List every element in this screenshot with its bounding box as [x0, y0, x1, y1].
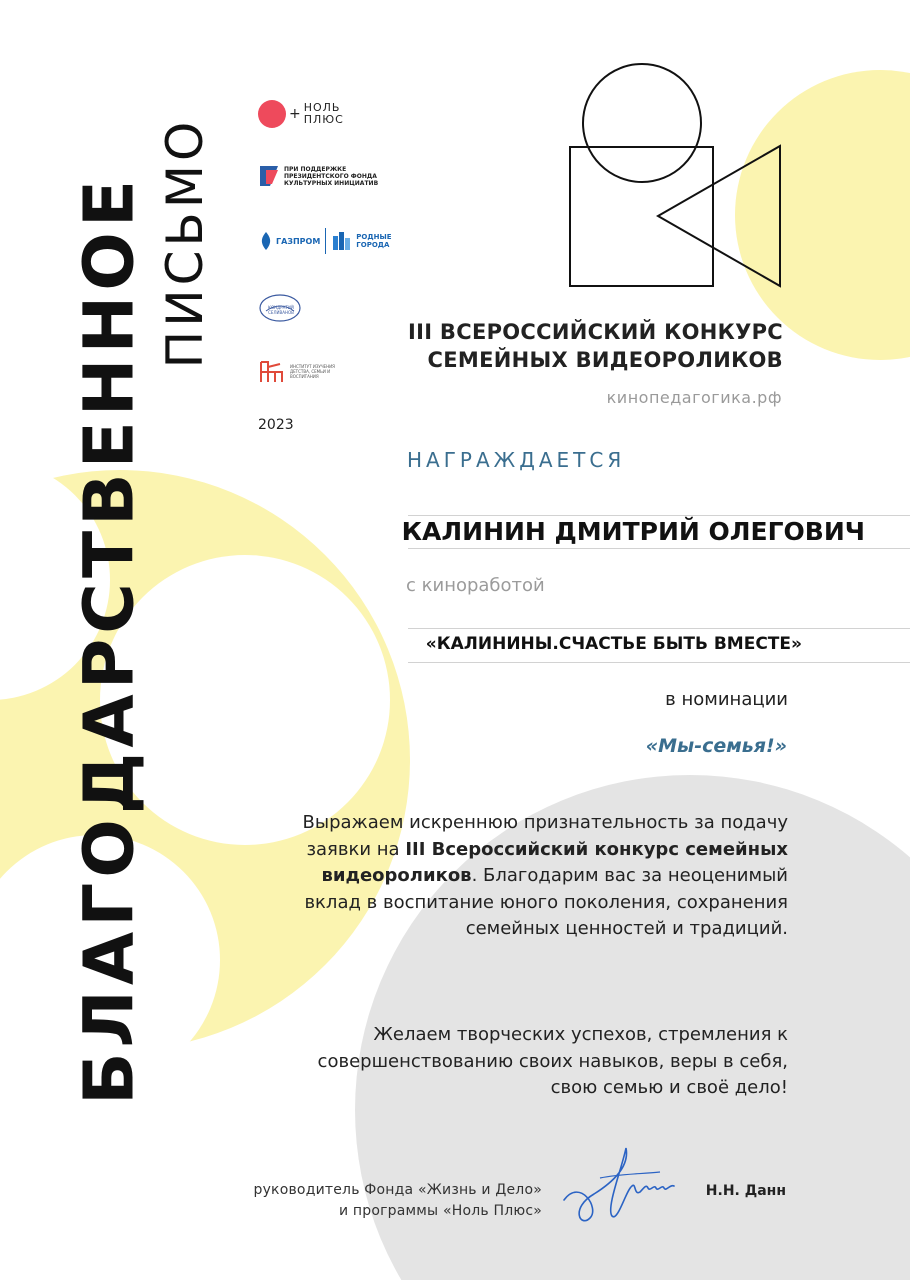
museum-logo: КОНДРАТИЙ СЕЛИВАНОВ — [258, 293, 302, 323]
rodnye-goroda-icon — [332, 230, 352, 252]
institute-logo: ИНСТИТУТ ИЗУЧЕНИЯ ДЕТСТВА, СЕМЬИ И ВОСПИТАНИЯ — [258, 358, 340, 384]
handwritten-signature — [560, 1138, 680, 1228]
divider-line — [408, 662, 910, 663]
year: 2023 — [258, 417, 294, 433]
nomination-label: в номинации — [665, 689, 788, 710]
gazprom-flame-icon — [258, 231, 274, 251]
vertical-title: БЛАГОДАРСТВЕННОЕ — [69, 174, 150, 1106]
work-title: «КАЛИНИНЫ.СЧАСТЬЕ БЫТЬ ВМЕСТЕ» — [425, 634, 802, 654]
nomination-title: «Мы-семья!» — [645, 735, 787, 757]
recipient-name: КАЛИНИН ДМИТРИЙ ОЛЕГОВИЧ — [401, 517, 865, 546]
vertical-subtitle: ПИСЬМО — [156, 117, 214, 369]
nolplus-logo — [258, 100, 344, 128]
wishes-paragraph: Желаем творческих успехов, стремления к совершенствованию своих навыков, веры в себя, свою семью и своё дело! — [317, 1024, 788, 1098]
logo-divider — [325, 228, 326, 254]
signer-role: руководитель Фонда «Жизнь и Дело» и программы «Ноль Плюс» — [253, 1182, 542, 1219]
signer-name: Н.Н. Данн — [705, 1183, 786, 1199]
gazprom-logo: ГАЗПРОМ РОДНЫЕ ГОРОДА — [258, 228, 392, 254]
gratitude-paragraph: Выражаем искреннюю признательность за подачу заявки на III Всероссийский конкурс семейных видеороликов. Благодарим вас за неоценимый вклад в воспитание юного поколения, сохранения семейных ценностей и традиций. — [302, 812, 788, 939]
yellow-ring — [0, 470, 410, 1050]
pfki-logo: ПРИ ПОДДЕРЖКЕ ПРЕЗИДЕНТСКОГО ФОНДА КУЛЬТУРНЫХ ИНИЦИАТИВ — [258, 164, 394, 188]
with-work-label: с киноработой — [406, 575, 545, 596]
divider-line — [408, 628, 910, 629]
chair-icon — [258, 358, 286, 384]
divider-line — [408, 515, 910, 516]
contest-title: III ВСЕРОССИЙСКИЙ КОНКУРС СЕМЕЙНЫХ ВИДЕОРОЛИКОВ — [407, 320, 783, 372]
awarded-label: НАГРАЖДАЕТСЯ — [407, 448, 626, 472]
yellow-top-circle — [735, 70, 910, 360]
plus-icon: + — [289, 106, 301, 122]
nolplus-text: НОЛЬ ПЛЮС — [303, 101, 344, 126]
divider-line — [408, 548, 910, 549]
red-dot-icon — [258, 100, 286, 128]
pfki-icon — [258, 164, 280, 188]
site-url: кинопедагогика.рф — [606, 388, 782, 407]
